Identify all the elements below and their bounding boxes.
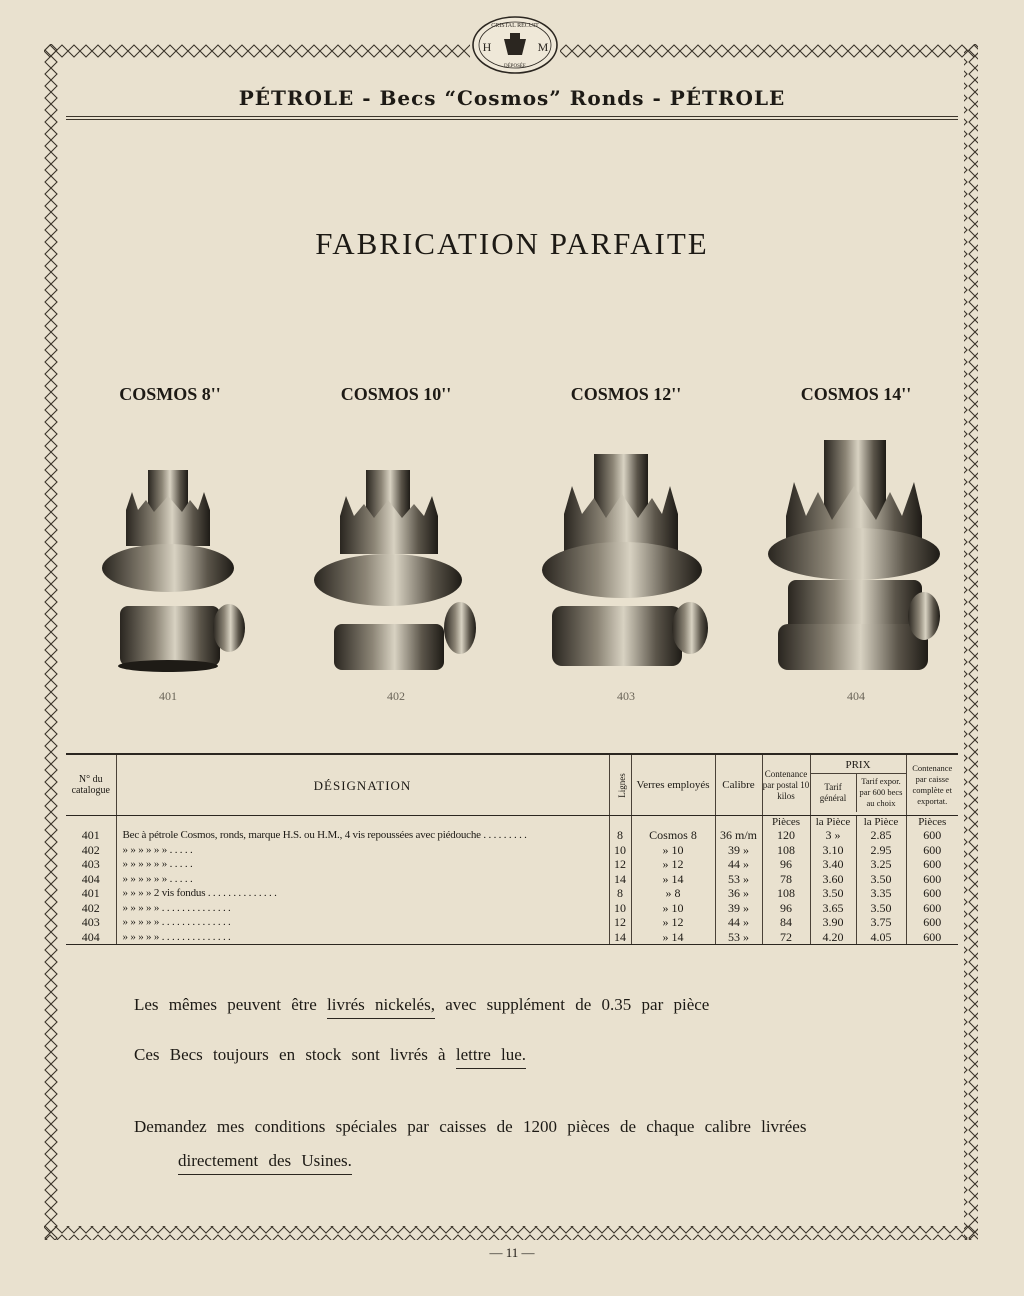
header-divider-secondary [66, 119, 958, 120]
col-header-prix: PRIX [811, 758, 906, 774]
cell-caisse: 600 [923, 886, 942, 900]
cell-designation: » » » » 2 vis fondus . . . . . . . . . . . . . . [116, 886, 609, 901]
cell-caisse: 600 [923, 871, 942, 886]
unit-postal: Pièces [762, 816, 810, 829]
price-table-wrapper [66, 753, 958, 945]
cell-caisse: 600 [906, 930, 958, 945]
logo-top-text: CRISTAL RECUIT [491, 23, 539, 29]
col-header-contenance-postal: Contenance par postal 10 kilos [762, 754, 810, 816]
cell-calibre: 44 » [715, 857, 762, 872]
cell-general: 3.90 [810, 915, 856, 930]
cell-lignes: 10 [609, 843, 631, 858]
cell-general: 3.60 [810, 872, 856, 887]
cell-general: 3.10 [810, 843, 856, 858]
cell-num: 402 [66, 843, 116, 858]
cell-designation: » » » » » » . . . . . [116, 872, 609, 887]
cell-export: 2.95 [856, 843, 906, 858]
cell-num: 401 [66, 886, 116, 901]
cell-export: 3.25 [856, 857, 906, 872]
price-table-body [66, 828, 958, 945]
price-table [66, 753, 958, 945]
cell-lignes: 12 [609, 857, 631, 872]
col-header-calibre: Calibre [715, 754, 762, 816]
page-number: — 11 — [489, 1245, 535, 1260]
cell-num: 404 [66, 872, 116, 887]
cell-designation: » » » » » » . . . . . [116, 843, 609, 858]
lamp-burner-image-401 [86, 430, 266, 680]
header-divider [66, 116, 958, 117]
cell-num: 401 [66, 828, 116, 843]
cell-lignes: 14 [609, 872, 631, 887]
cell-postal: 78 [762, 872, 810, 887]
note-stock [134, 1045, 526, 1065]
col-header-tarif-general: Tarif général [811, 774, 857, 812]
cell-export: 3.50 [856, 872, 906, 887]
cell-num: 403 [66, 857, 116, 872]
cell-verres: » 12 [631, 857, 715, 872]
table-row [66, 828, 958, 843]
model-title-cosmos-10: COSMOS 10'' [340, 384, 452, 404]
cell-export: 4.05 [856, 930, 906, 945]
table-row [66, 843, 958, 858]
cell-caisse: 600 [923, 828, 942, 842]
cell-verres: » 8 [631, 886, 715, 901]
note-stock-pre: Ces Becs toujours en stock sont livrés à [134, 1045, 446, 1064]
table-units-row [66, 816, 958, 829]
cell-num: 404 [66, 930, 116, 945]
cell-designation: » » » » » . . . . . . . . . . . . . . [116, 915, 609, 930]
cell-verres: » 10 [631, 901, 715, 916]
col-header-num: N° du catalogue [66, 754, 116, 816]
cell-postal: 96 [762, 857, 810, 872]
cell-calibre: 39 » [715, 843, 762, 858]
cell-lignes: 10 [609, 901, 631, 916]
cell-designation: » » » » » . . . . . . . . . . . . . . [116, 930, 609, 945]
table-header-row [66, 754, 958, 816]
note-nickel-post: avec supplément de 0.35 par pièce [445, 995, 710, 1014]
unit-export: la Pièce [856, 816, 906, 829]
hm-logo [470, 15, 560, 75]
lamp-burner-image-403 [540, 430, 720, 680]
model-title-cosmos-12: COSMOS 12'' [570, 384, 682, 404]
cell-postal: 84 [762, 915, 810, 930]
cell-lignes: 8 [609, 886, 631, 901]
table-row [66, 930, 958, 945]
lamp-number-404: 404 [847, 689, 865, 703]
note-usines-underlined: directement des Usines. [178, 1151, 352, 1175]
cell-general: 3.50 [810, 886, 856, 901]
cell-lignes: 12 [609, 915, 631, 930]
col-header-lignes: Lignes [609, 754, 631, 816]
cell-general: 3.65 [810, 901, 856, 916]
cell-verres: » 12 [631, 915, 715, 930]
cell-caisse: 600 [923, 857, 942, 871]
col-header-tarif-export: Tarif expor. par 600 becs au choix [859, 776, 903, 808]
note-nickel-underlined: livrés nickelés, [327, 995, 435, 1019]
lamp-number-403: 403 [617, 689, 635, 703]
cell-export: 2.85 [856, 828, 906, 843]
cell-lignes: 8 [609, 828, 631, 843]
table-row [66, 886, 958, 901]
table-row [66, 915, 958, 930]
note-conditions: Demandez mes conditions spéciales par caisses de 1200 pièces de chaque calibre livrées [134, 1117, 807, 1136]
col-header-verres: Verres employés [631, 754, 715, 816]
cell-verres: » 10 [631, 843, 715, 858]
cell-postal: 108 [762, 843, 810, 858]
cell-verres: » 14 [631, 872, 715, 887]
table-row [66, 857, 958, 872]
model-title-cosmos-8: COSMOS 8'' [119, 384, 221, 404]
cell-calibre: 44 » [715, 915, 762, 930]
lamp-number-401: 401 [159, 689, 177, 703]
cell-postal: 108 [762, 886, 810, 901]
note-conditions-continued [178, 1151, 352, 1171]
col-header-contenance-caisse: Contenance par caisse complète et exportat. [906, 754, 958, 816]
note-nickel [134, 995, 709, 1015]
cell-export: 3.35 [856, 886, 906, 901]
page-header-title: PÉTROLE - Becs “Cosmos” Ronds - PÉTROLE [238, 86, 786, 110]
table-row [66, 901, 958, 916]
cell-caisse: 600 [923, 900, 942, 915]
cell-calibre: 36 » [715, 886, 762, 901]
unit-general: la Pièce [810, 816, 856, 829]
cell-calibre: 53 » [715, 872, 762, 887]
col-header-prix-group [810, 754, 906, 816]
note-stock-underlined: lettre lue. [456, 1045, 526, 1069]
cell-general: 3.40 [810, 857, 856, 872]
cell-caisse: 600 [923, 842, 942, 857]
logo-bottom-text: DÉPOSÉE [504, 64, 526, 69]
model-title-cosmos-14: COSMOS 14'' [800, 384, 912, 404]
cell-lignes: 14 [609, 930, 631, 945]
cell-export: 3.50 [856, 901, 906, 916]
cell-designation: Bec à pétrole Cosmos, ronds, marque H.S. ou H.M., 4 vis repoussées avec piédouche . . . . . . . . . [116, 828, 609, 843]
cell-num: 403 [66, 915, 116, 930]
cell-verres: Cosmos 8 [631, 828, 715, 843]
lamp-burner-image-404 [766, 430, 946, 680]
unit-caisse: Pièces [918, 816, 947, 828]
lamp-number-402: 402 [387, 689, 405, 703]
cell-postal: 72 [762, 930, 810, 945]
headline: FABRICATION PARFAITE [315, 226, 709, 261]
logo-left-letter: H [482, 40, 492, 54]
cell-caisse: 600 [923, 915, 942, 929]
cell-postal: 96 [762, 901, 810, 916]
cell-export: 3.75 [856, 915, 906, 930]
cell-general: 4.20 [810, 930, 856, 945]
cell-calibre: 53 » [715, 930, 762, 945]
cell-calibre: 36 m/m [715, 828, 762, 843]
lamp-burner-image-402 [310, 430, 490, 680]
note-nickel-pre: Les mêmes peuvent être [134, 995, 317, 1014]
logo-right-letter: M [537, 40, 549, 54]
cell-num: 402 [66, 901, 116, 916]
cell-postal: 120 [762, 828, 810, 843]
cell-verres: » 14 [631, 930, 715, 945]
cell-calibre: 39 » [715, 901, 762, 916]
cell-general: 3 » [810, 828, 856, 843]
col-header-designation: DÉSIGNATION [116, 754, 609, 816]
cell-designation: » » » » » . . . . . . . . . . . . . . [116, 901, 609, 916]
cell-designation: » » » » » » . . . . . [116, 857, 609, 872]
table-row [66, 872, 958, 887]
